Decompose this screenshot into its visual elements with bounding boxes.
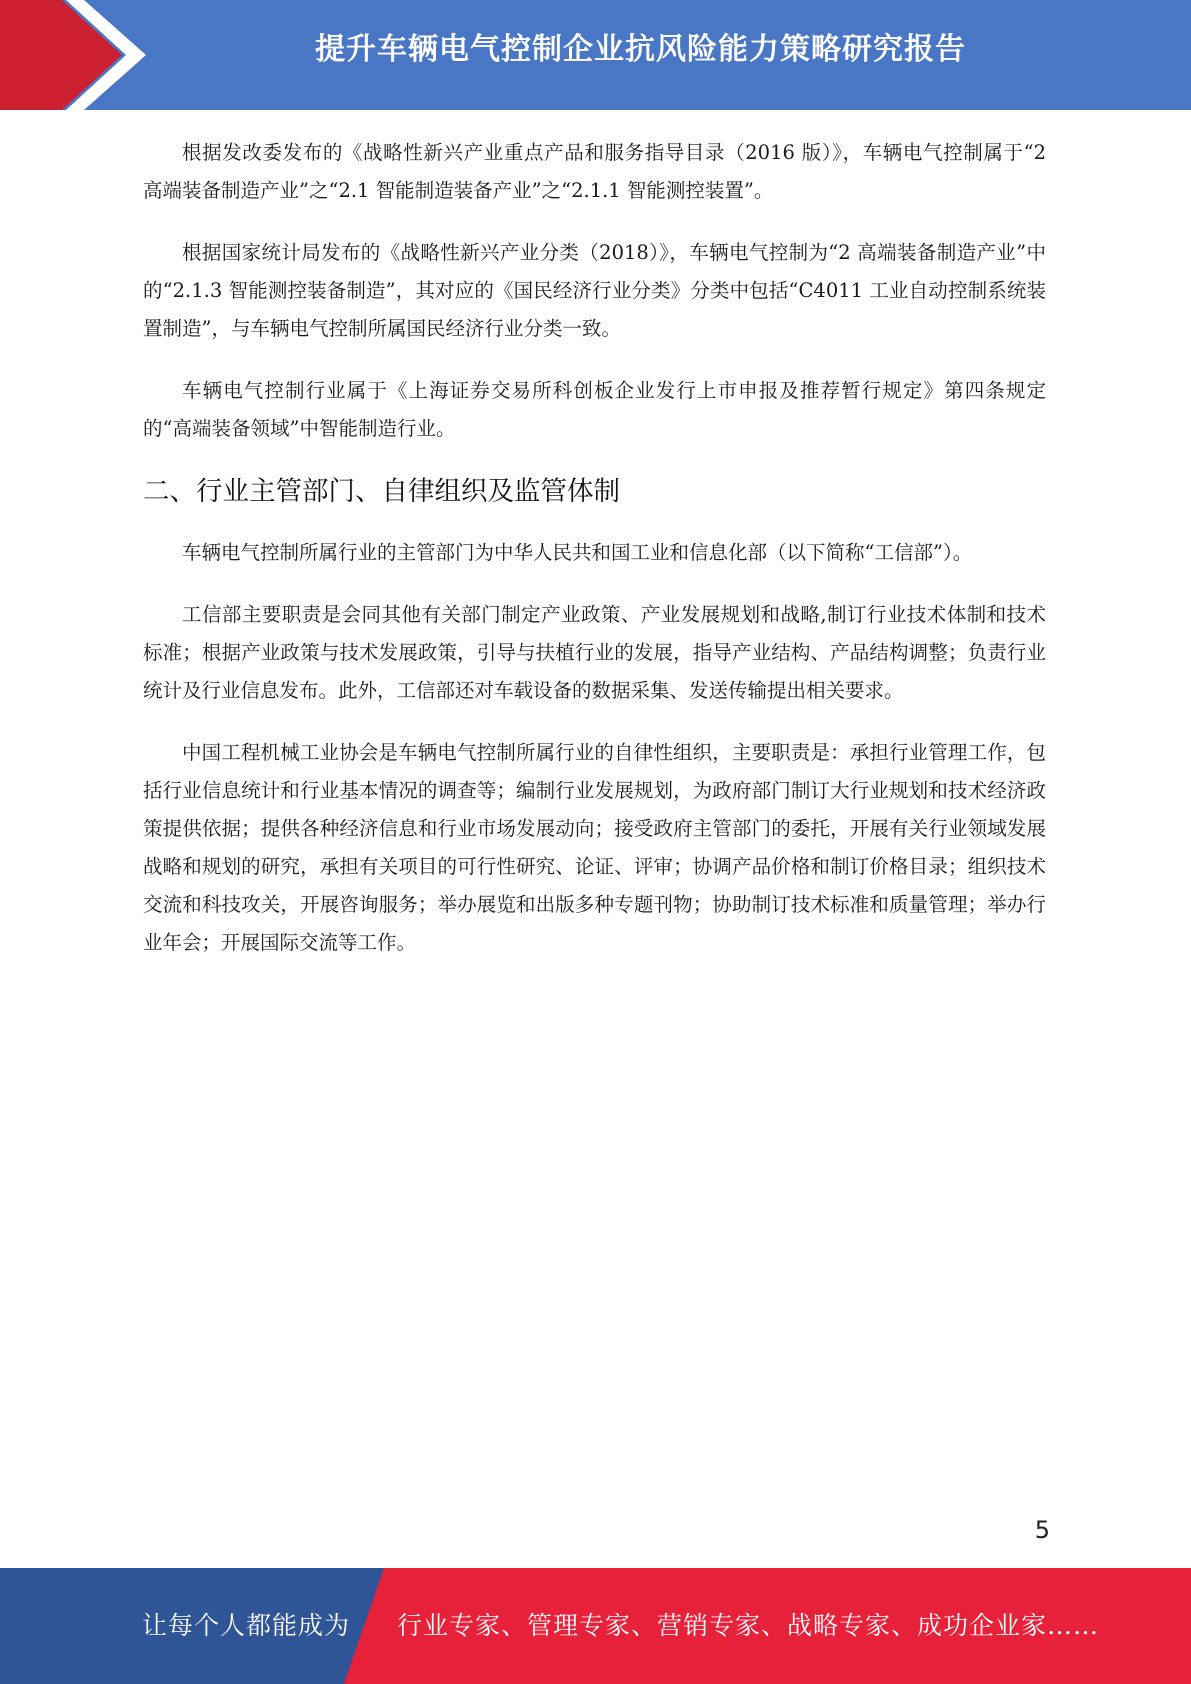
paragraph: 根据国家统计局发布的《战略性新兴产业分类（2018）》，车辆电气控制为“2 高端装备制造产业”中的“2.1.3 智能测控装备制造”，其对应的《国民经济行业分类》分类中包括“C4011 工业自动控制系统装置制造”，与车辆电气控制所属国民经济行业分类一致。	[143, 241, 1046, 340]
page-header	[0, 0, 1191, 110]
paragraph: 根据发改委发布的《战略性新兴产业重点产品和服务指导目录（2016 版）》，车辆电气控制属于“2 高端装备制造产业”之“2.1 智能制造装备产业”之“2.1.1 智能测控装置”。	[143, 141, 1046, 202]
footer-slogan-right: 行业专家、管理专家、营销专家、战略专家、成功企业家……	[397, 1611, 1100, 1640]
footer-slogan-left: 让每个人都能成为	[142, 1611, 351, 1640]
page-footer	[0, 1568, 1191, 1684]
paragraph: 车辆电气控制所属行业的主管部门为中华人民共和国工业和信息化部（以下简称“工信部”）。	[182, 541, 973, 564]
document-body	[143, 134, 1046, 986]
paragraph: 中国工程机械工业协会是车辆电气控制所属行业的自律性组织，主要职责是：承担行业管理工作，包括行业信息统计和行业基本情况的调查等；编制行业发展规划，为政府部门制订大行业规划和技术经济政策提供依据；提供各种经济信息和行业市场发展动向；接受政府主管部门的委托，开展有关行业领域发展战略和规划的研究，承担有关项目的可行性研究、论证、评审；协调产品价格和制订价格目录；组织技术交流和科技攻关，开展咨询服务；举办展览和出版多种专题刊物；协助制订技术标准和质量管理；举办行业年会；开展国际交流等工作。	[143, 741, 1046, 954]
header-chevron-decoration	[0, 0, 150, 110]
page-number: 5	[1034, 1516, 1050, 1544]
paragraph: 车辆电气控制行业属于《上海证券交易所科创板企业发行上市申报及推荐暂行规定》第四条规定的“高端装备领域”中智能制造行业。	[143, 379, 1046, 440]
report-title: 提升车辆电气控制企业抗风险能力策略研究报告	[315, 32, 966, 67]
paragraph: 工信部主要职责是会同其他有关部门制定产业政策、产业发展规划和战略,制订行业技术体制和技术标准；根据产业政策与技术发展政策，引导与扶植行业的发展，指导产业结构、产品结构调整；负责行业统计及行业信息发布。此外，工信部还对车载设备的数据采集、发送传输提出相关要求。	[143, 603, 1046, 702]
section-heading: 二、行业主管部门、自律组织及监管体制	[143, 476, 620, 507]
